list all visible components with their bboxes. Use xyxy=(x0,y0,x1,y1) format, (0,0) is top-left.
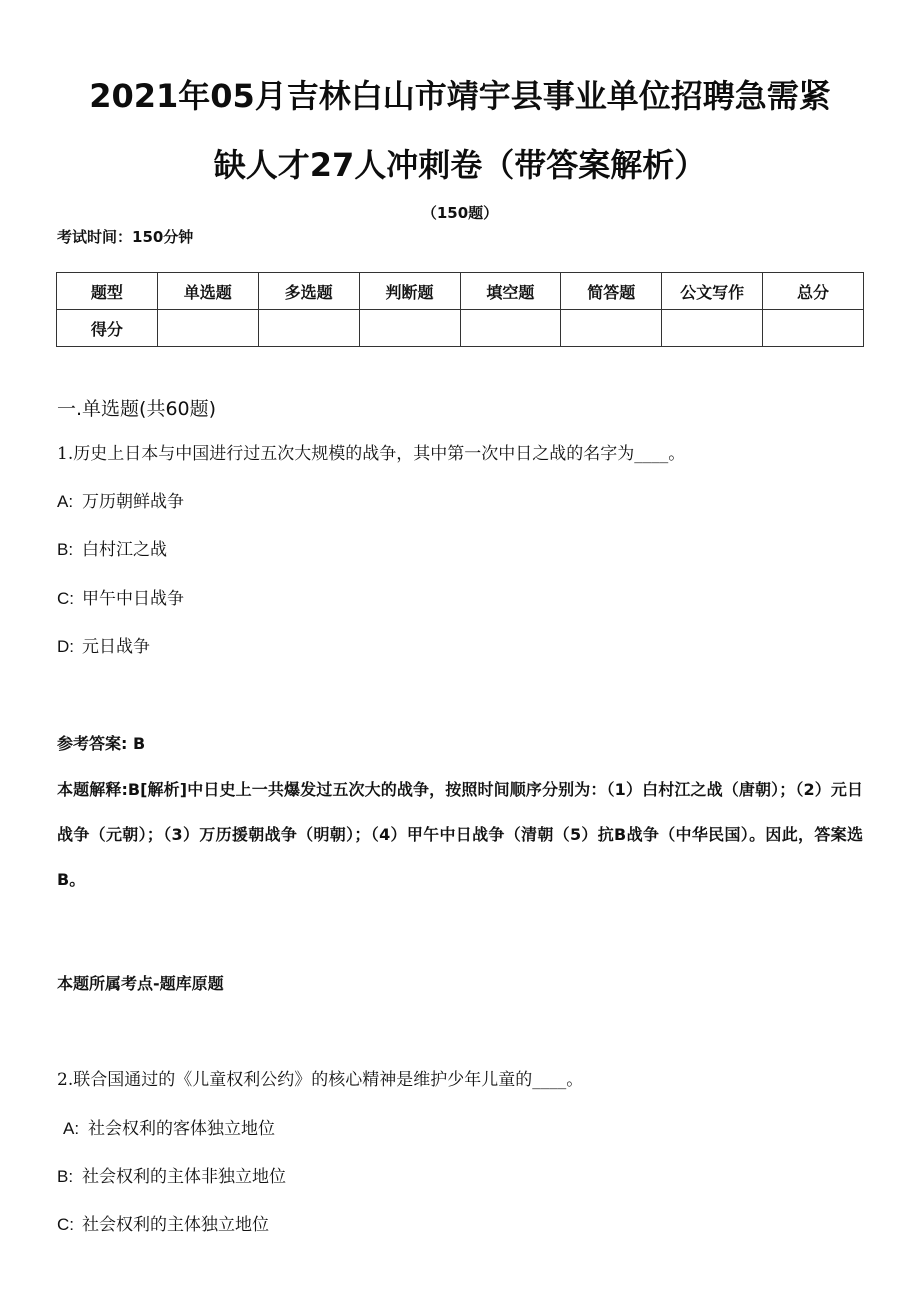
score-cell xyxy=(561,310,662,347)
option-label: A: xyxy=(63,1119,80,1138)
option-label: C: xyxy=(57,1215,74,1234)
score-cell xyxy=(258,310,359,347)
score-cell xyxy=(763,310,864,347)
score-table-header: 题型 xyxy=(57,273,158,310)
option-a xyxy=(57,490,184,514)
score-row-label: 得分 xyxy=(57,310,158,347)
option-label: B: xyxy=(57,1167,74,1186)
question-stem: 1.历史上日本与中国进行过五次大规模的战争，其中第一次中日之战的名字为____。 xyxy=(57,444,686,464)
score-table-header: 公文写作 xyxy=(662,273,763,310)
option-a xyxy=(63,1117,275,1141)
score-table-header: 单选题 xyxy=(157,273,258,310)
score-table-header: 判断题 xyxy=(359,273,460,310)
option-text: 万历朝鲜战争 xyxy=(82,492,184,512)
option-label: D: xyxy=(57,637,74,656)
option-d xyxy=(57,635,150,659)
document-title-line-2: 缺人才27人冲刺卷（带答案解析） xyxy=(213,146,707,184)
score-table-header: 填空题 xyxy=(460,273,561,310)
option-text: 社会权利的客体独立地位 xyxy=(88,1119,275,1139)
answer-explanation: 本题解释:B[解析]中日史上一共爆发过五次大的战争，按照时间顺序分别为：（1）白村江之战（唐朝）；（2）元日战争（元朝）；（3）万历援朝战争（明朝）；（4）甲午中日战争（清朝（5）抗B战争（中华民国）。因此，答案选B。 xyxy=(57,780,863,889)
option-b xyxy=(57,538,167,562)
question-count: （150题） xyxy=(421,204,499,222)
option-text: 元日战争 xyxy=(82,637,150,657)
score-table-header: 多选题 xyxy=(258,273,359,310)
option-text: 社会权利的主体非独立地位 xyxy=(82,1167,286,1187)
score-cell xyxy=(359,310,460,347)
score-table-header-row xyxy=(57,273,864,310)
score-table-header: 简答题 xyxy=(561,273,662,310)
option-label: B: xyxy=(57,540,74,559)
option-label: A: xyxy=(57,492,74,511)
score-table xyxy=(56,272,864,347)
option-label: C: xyxy=(57,589,74,608)
score-table-header: 总分 xyxy=(763,273,864,310)
document-title-line-1: 2021年05月吉林白山市靖宇县事业单位招聘急需紧 xyxy=(89,77,831,115)
option-c xyxy=(57,1213,269,1237)
option-text: 白村江之战 xyxy=(82,540,167,560)
score-cell xyxy=(460,310,561,347)
option-text: 社会权利的主体独立地位 xyxy=(82,1215,269,1235)
score-cell xyxy=(157,310,258,347)
question-stem: 2.联合国通过的《儿童权利公约》的核心精神是维护少年儿童的____。 xyxy=(57,1070,584,1090)
score-cell xyxy=(662,310,763,347)
section-title: 一.单选题(共60题) xyxy=(57,398,217,420)
option-b xyxy=(57,1165,286,1189)
reference-answer: 参考答案: B xyxy=(57,734,146,753)
option-text: 甲午中日战争 xyxy=(82,589,184,609)
option-c xyxy=(57,587,184,611)
score-table-score-row xyxy=(57,310,864,347)
exam-time: 考试时间：150分钟 xyxy=(57,228,194,246)
question-source: 本题所属考点-题库原题 xyxy=(57,974,224,993)
